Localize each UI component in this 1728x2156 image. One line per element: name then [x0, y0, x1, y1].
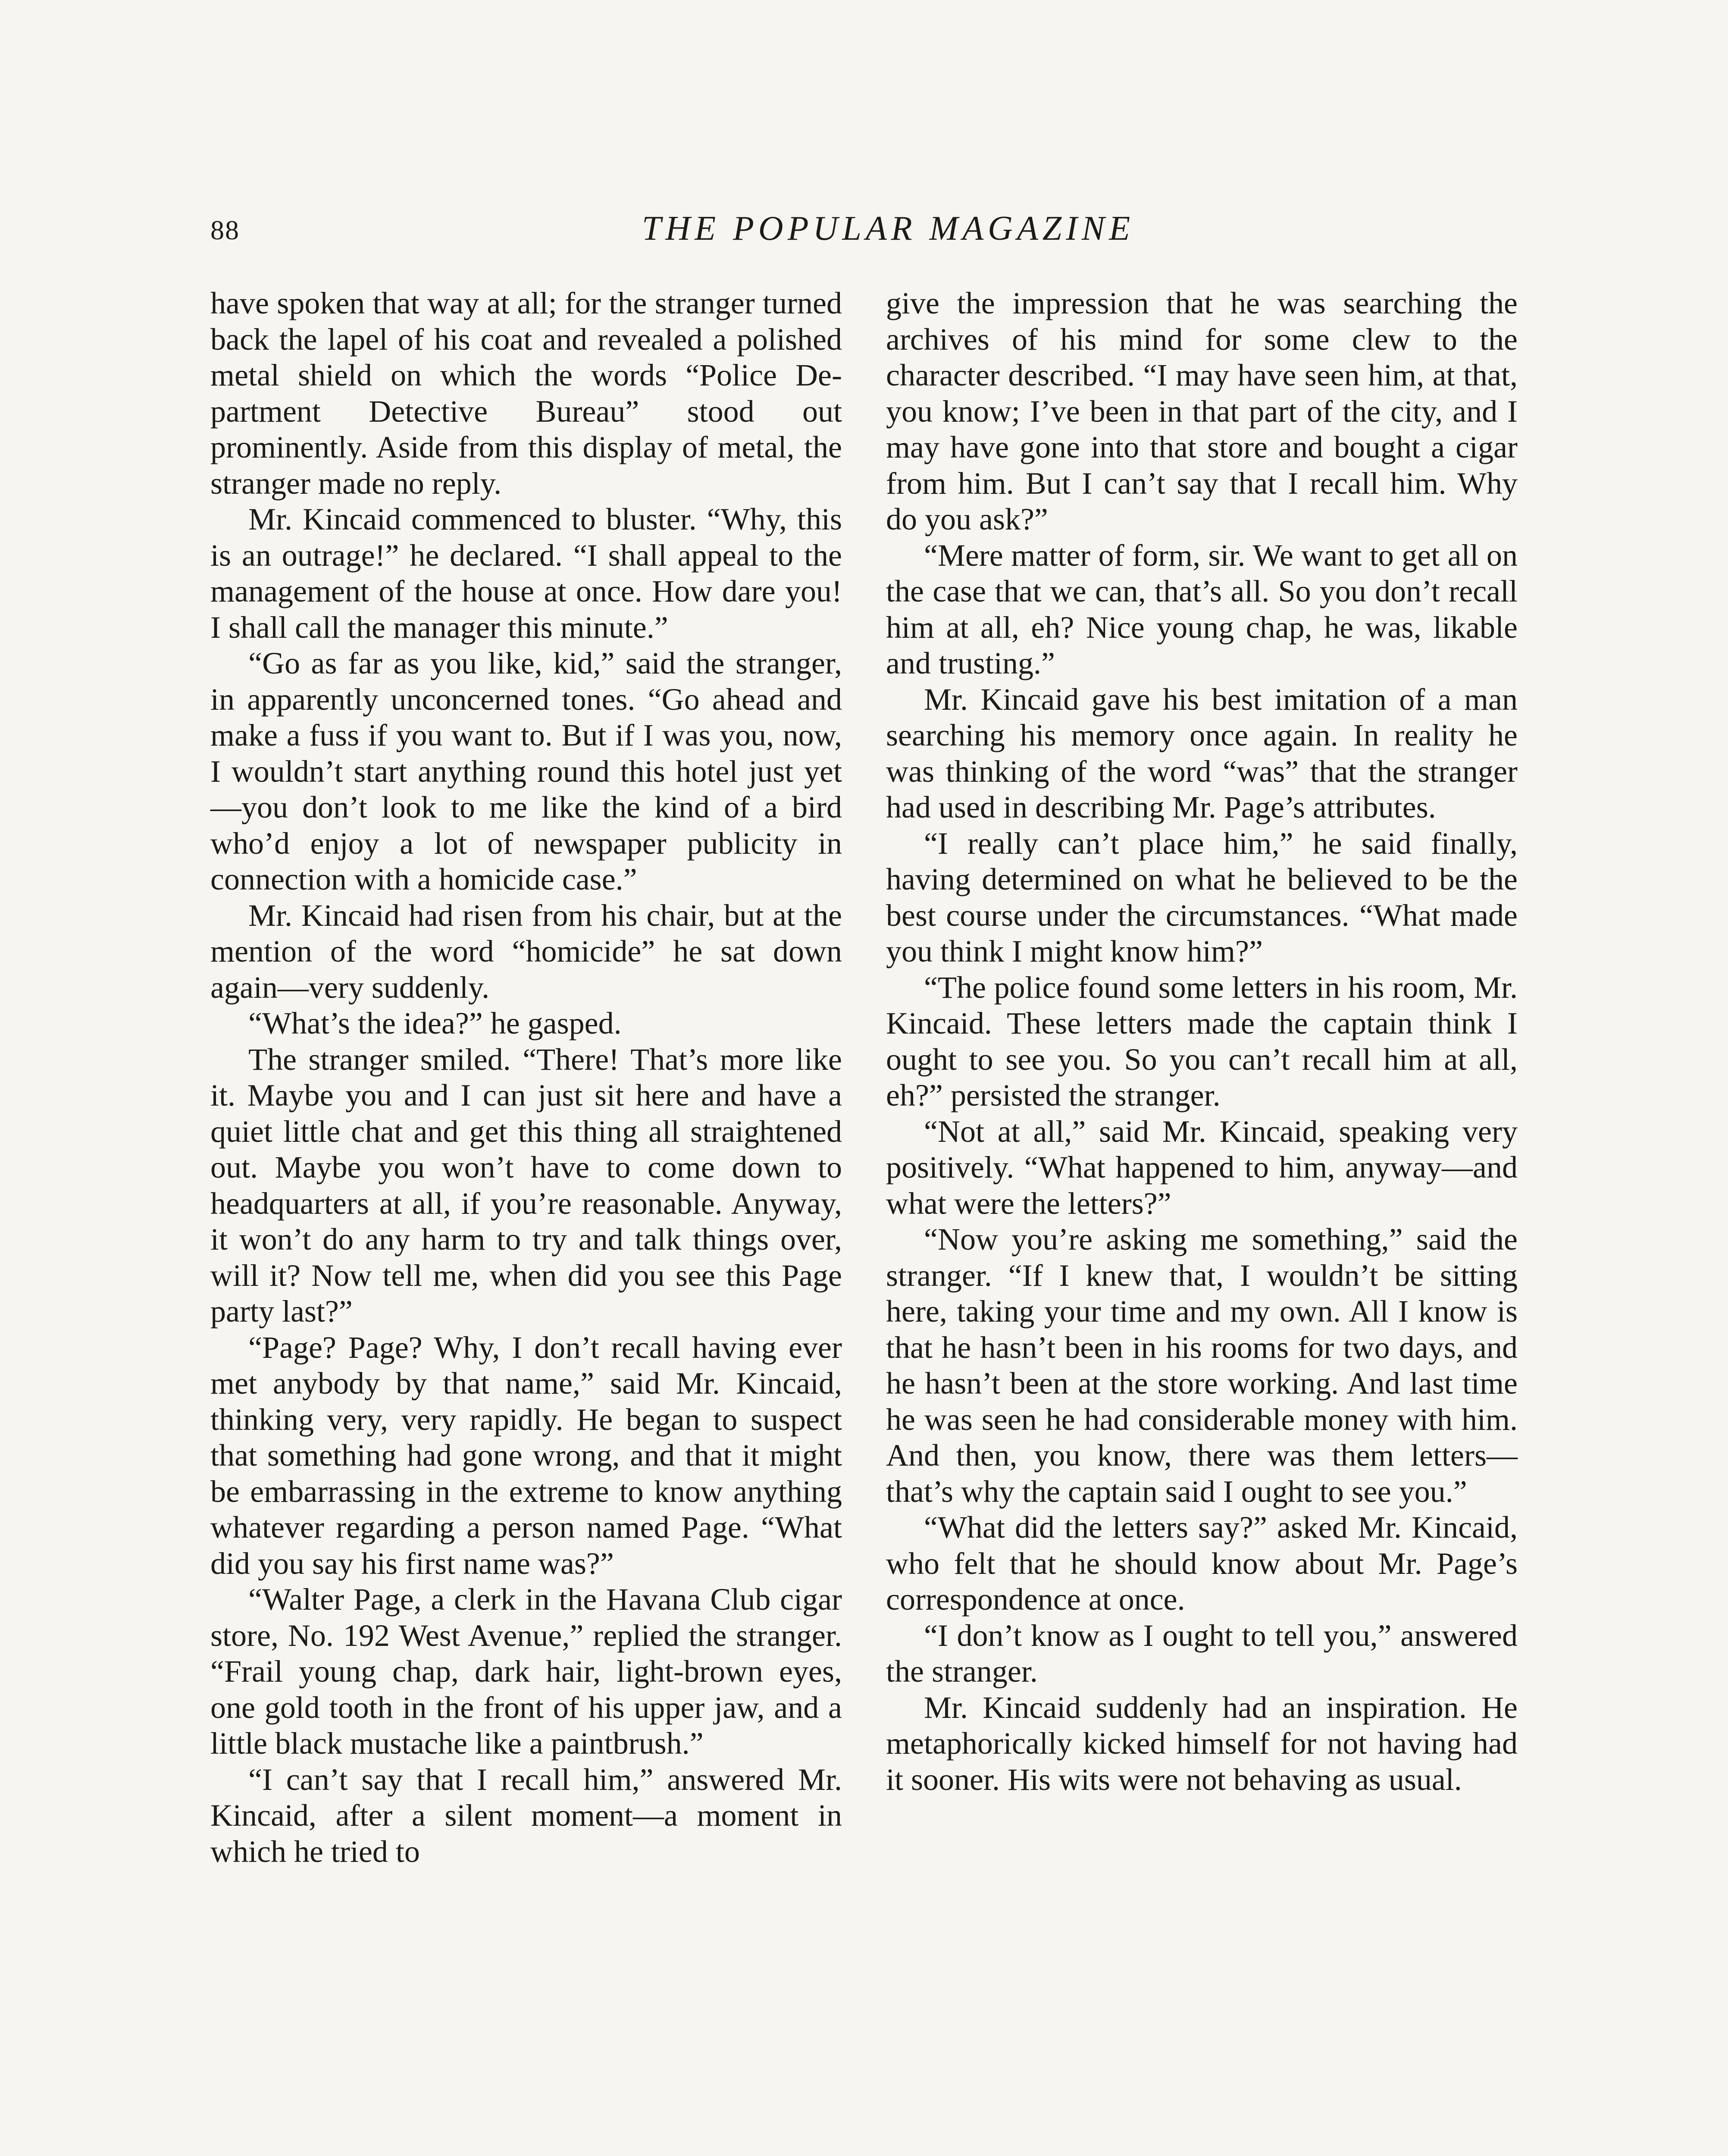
paragraph: “What’s the idea?” he gasped. — [248, 1006, 622, 1040]
paragraph: “Mere matter of form, sir. We want to get all on the case that we can, that’s all. So you don’t recall him at all, eh? Nice young chap, he was, likable and trusting.” — [886, 538, 1518, 680]
paragraph: “Now you’re asking me something,” said the stranger. “If I knew that, I wouldn’t be sitting here, taking your time and my own. All I know is that he hasn’t been in his rooms for two days, and he hasn’t been at the store working. And last time he was seen he had considerable money with him. And then, you know, there was them letters—that’s why the captain said I ought to see you.” — [886, 1222, 1518, 1509]
page-number: 88 — [210, 215, 240, 245]
paragraph: “I can’t say that I recall him,” answered Mr. Kincaid, after a silent moment—a moment in which he tried to — [210, 1762, 842, 1869]
paragraph: “Go as far as you like, kid,” said the stranger, in apparently unconcerned tones. “Go ahead and make a fuss if you want to. But if I was you, now, I wouldn’t start anything round this hotel just yet—you don’t look to me like the kind of a bird who’d enjoy a lot of newspaper publicity in connection with a homicide case.” — [210, 646, 842, 896]
paragraph: “Not at all,” said Mr. Kincaid, speaking very positively. “What happened to him, anyway—and what were the letters?” — [886, 1114, 1518, 1221]
text-column-left — [210, 285, 842, 1870]
running-head: THE POPULAR MAGAZINE — [642, 210, 1135, 248]
paragraph: The stranger smiled. “There! That’s more like it. Maybe you and I can just sit here and have a quiet little chat and get this thing all straightened out. Maybe you won’t have to come down to headquarters at all, if you’re reasonable. Anyway, it won’t do any harm to try and talk things over, will it? Now tell me, when did you see this Page party last?” — [210, 1042, 842, 1329]
paragraph: “Walter Page, a clerk in the Havana Club cigar store, No. 192 West Avenue,” replied the stranger. “Frail young chap, dark hair, light-brown eyes, one gold tooth in the front of his upper jaw, and a little black mustache like a paintbrush.” — [210, 1582, 842, 1761]
paragraph: Mr. Kincaid gave his best imitation of a man searching his memory once again. In reality he was thinking of the word “was” that the stranger had used in describing Mr. Page’s attributes. — [886, 682, 1518, 824]
paragraph: “I really can’t place him,” he said finally, having determined on what he believed to be the best course under the circumstances. “What made you think I might know him?” — [886, 826, 1518, 968]
paragraph: Mr. Kincaid had risen from his chair, but at the mention of the word “homicide” he sat down again—very suddenly. — [210, 898, 842, 1005]
paragraph: Mr. Kincaid commenced to bluster. “Why, this is an outrage!” he declared. “I shall appeal to the management of the house at once. How dare you! I shall call the manager this minute.” — [210, 502, 842, 645]
text-column-right — [886, 285, 1518, 1798]
paragraph: “What did the letters say?” asked Mr. Kincaid, who felt that he should know about Mr. Page’s correspondence at once. — [886, 1510, 1518, 1617]
paragraph: “Page? Page? Why, I don’t recall having ever met anybody by that name,” said Mr. Kincaid, thinking very, very rapidly. He began to suspect that something had gone wrong, and that it might be embarrassing in the extreme to know anything whatever regarding a person named Page. “What did you say his first name was?” — [210, 1330, 842, 1581]
paragraph: “I don’t know as I ought to tell you,” answered the stranger. — [886, 1618, 1518, 1689]
paragraph: Mr. Kincaid suddenly had an inspiration. He metaphorically kicked himself for not having had it sooner. His wits were not behaving as usual. — [886, 1690, 1518, 1797]
paragraph: give the impression that he was searching the archives of his mind for some clew to the character described. “I may have seen him, at that, you know; I’ve been in that part of the city, and I may have gone into that store and bought a cigar from him. But I can’t say that I recall him. Why do you ask?” — [886, 286, 1518, 536]
paragraph: “The police found some letters in his room, Mr. Kincaid. These letters made the captain think I ought to see you. So you can’t recall him at all, eh?” persisted the stranger. — [886, 970, 1518, 1112]
paragraph: have spoken that way at all; for the stranger turned back the lapel of his coat and revealed a polished metal shield on which the words “Police Department Detective Bureau” stood out prominently. Aside from this display of metal, the stranger made no reply. — [210, 286, 842, 501]
